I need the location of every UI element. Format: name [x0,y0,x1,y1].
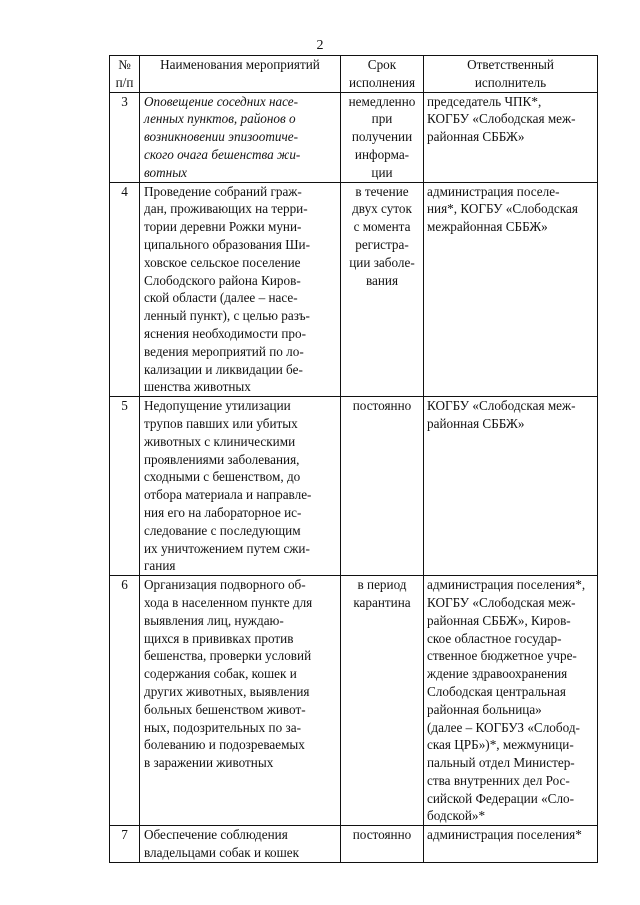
measure-responsible: администрация поселе- ния*, КОГБУ «Слободская межрайонная СББЖ» [424,182,598,397]
measure-term: немедленно при получении информа- ции [341,92,424,182]
row-number: 5 [110,397,140,576]
measure-term: в период карантина [341,576,424,826]
measures-table [109,55,598,863]
measure-responsible: администрация поселения* [424,826,598,863]
table-row [110,397,598,576]
row-number: 4 [110,182,140,397]
table-row [110,826,598,863]
header-num: № п/п [110,56,140,93]
table-row [110,92,598,182]
measure-responsible: КОГБУ «Слободская меж- районная СББЖ» [424,397,598,576]
measure-term: в течение двух суток с момента регистра- ции заболе- вания [341,182,424,397]
row-number: 7 [110,826,140,863]
measure-name: Оповещение соседних насе- ленных пунктов, районов о возникновении эпизоотиче- ского очага бешенства жи- вотных [140,92,341,182]
header-term: Срок исполнения [341,56,424,93]
measure-term: постоянно [341,397,424,576]
row-number: 6 [110,576,140,826]
table-row [110,576,598,826]
measure-name: Проведение собраний граж- дан, проживающих на терри- тории деревни Рожки муни- ципального образования Ши- ховское сельское поселение Слободского района Киров- ской области (далее – насе- ленный пункт), с целью разъ- яснения необходимости про- ведения мероприятий по ло- кализации и ликвидации бе- шенства животных [140,182,341,397]
measure-term: постоянно [341,826,424,863]
header-name: Наименования мероприятий [140,56,341,93]
measure-name: Организация подворного об- хода в населенном пункте для выявления лиц, нуждаю- щихся в прививках против бешенства, проверки условий содержания собак, кошек и других животных, выявления больных бешенством живот- ных, подозрительных по за- болеванию и подозреваемых в заражении животных [140,576,341,826]
table-row [110,182,598,397]
row-number: 3 [110,92,140,182]
measure-name: Обеспечение соблюдения владельцами собак и кошек [140,826,341,863]
header-responsible: Ответственный исполнитель [424,56,598,93]
page-number: 2 [316,38,324,53]
measure-name: Недопущение утилизации трупов павших или убитых животных с клиническими проявлениями заболевания, сходными с бешенством, до отбора материала и направле- ния его на лабораторное ис- следование с последующим их уничтожением путем сжи- гания [140,397,341,576]
table-header-row [110,56,598,93]
measure-responsible: председатель ЧПК*, КОГБУ «Слободская меж- районная СББЖ» [424,92,598,182]
measure-responsible: администрация поселения*, КОГБУ «Слободская меж- районная СББЖ», Киров- ское областное государ- ственное бюджетное учре- ждение здравоохранения Слободская центральная районная больница» (далее – КОГБУЗ «Слобод- ская ЦРБ»)*, межмуници- пальный отдел Министер- ства внутренних дел Рос- сийской Федерации «Сло- бодской»* [424,576,598,826]
